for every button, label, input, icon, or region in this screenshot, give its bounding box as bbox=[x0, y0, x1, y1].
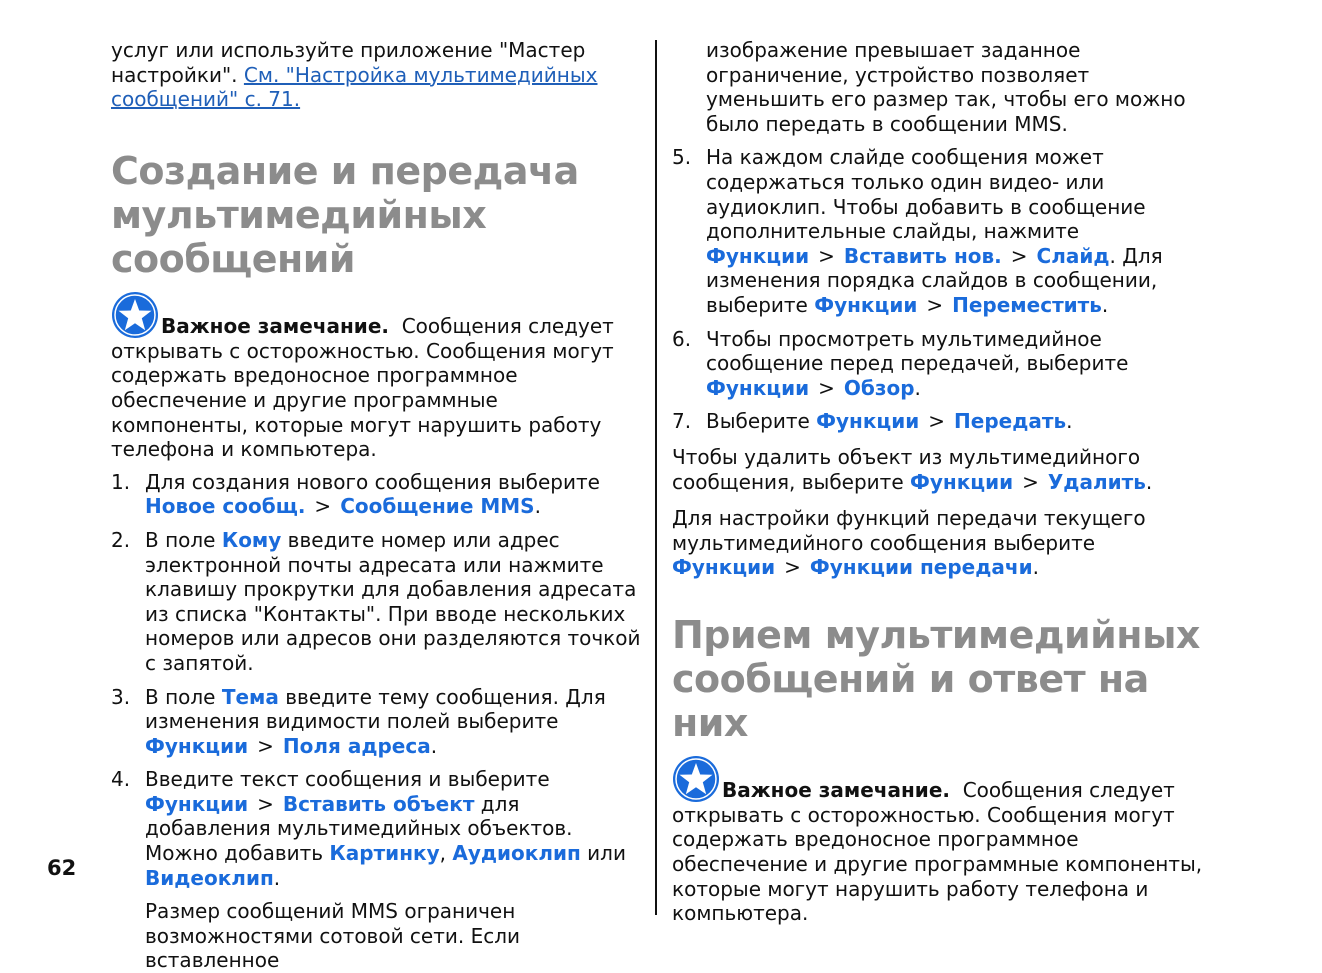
paragraph-text: Чтобы удалить объект из мультимедийного сообщения, выберите bbox=[672, 444, 1141, 494]
important-note-star-icon bbox=[111, 291, 159, 339]
page-number: 62 bbox=[47, 856, 77, 880]
paragraph-text: . bbox=[1032, 555, 1039, 580]
menu-command: Видеоклип bbox=[145, 865, 274, 890]
step-text: Чтобы просмотреть мультимедийное сообщение перед передачей, выберите bbox=[706, 326, 1129, 376]
menu-command: Аудиоклип bbox=[452, 841, 581, 866]
menu-command: Сообщение MMS bbox=[340, 494, 535, 519]
step-text: . bbox=[1101, 292, 1109, 317]
menu-command: Поля адреса bbox=[282, 733, 431, 758]
menu-command: Функции bbox=[672, 555, 776, 580]
step-text: В поле bbox=[145, 527, 222, 552]
step-number: 4. bbox=[111, 767, 131, 792]
step-number: 2. bbox=[111, 527, 131, 552]
step-text: Для создания нового сообщения выберите bbox=[145, 469, 600, 494]
step-4-continuation: Размер сообщений MMS ограничен возможностями сотовой сети. Если вставленное bbox=[145, 899, 521, 973]
menu-separator: > bbox=[1022, 469, 1039, 494]
delete-object-paragraph bbox=[672, 445, 1207, 494]
menu-command: Слайд bbox=[1036, 243, 1110, 268]
cross-reference-link[interactable]: См. "Настройка мультимедийных сообщений" с. 71. bbox=[111, 62, 598, 112]
menu-separator: > bbox=[257, 733, 274, 758]
step-number: 3. bbox=[111, 684, 131, 709]
paragraph-text: Для настройки функций передачи текущего мультимедийного сообщения выберите bbox=[672, 506, 1146, 555]
list-item bbox=[111, 767, 641, 890]
step-text: . bbox=[534, 494, 541, 519]
menu-separator: > bbox=[257, 791, 274, 816]
list-item bbox=[111, 685, 641, 759]
note-text: Сообщения следует открывать с осторожностью. Сообщения могут содержать вредоносное программное обеспечение и другие программные компоненты, которые могут нарушить работу телефона и компьютера. bbox=[672, 777, 1203, 926]
menu-command: Функции передачи bbox=[809, 555, 1033, 580]
menu-command: Новое сообщ. bbox=[145, 494, 306, 519]
important-note bbox=[111, 291, 641, 462]
step-text: введите номер или адрес электронной почты адресата или нажмите клавишу прокрутки для добавления адресата из списка "Контакты". При вводе нескольких номеров или адресов они разделяются точкой с запятой. bbox=[145, 527, 641, 675]
field-name: Тема bbox=[221, 684, 279, 709]
step-4-continuation-right: изображение превышает заданное ограничение, устройство позволяет уменьшить его размер так, чтобы его можно было передать в сообщении MMS. bbox=[706, 38, 1186, 136]
list-item bbox=[111, 470, 641, 519]
menu-command: Обзор bbox=[843, 375, 915, 400]
field-name: Кому bbox=[221, 527, 282, 552]
menu-separator: > bbox=[784, 555, 801, 580]
left-column bbox=[111, 0, 641, 973]
paragraph-text: . bbox=[1145, 469, 1153, 494]
step-number: 1. bbox=[111, 469, 131, 494]
menu-separator: > bbox=[818, 243, 835, 268]
step-text: , bbox=[439, 841, 453, 866]
intro-text: услуг или используйте приложение "Мастер настройки". bbox=[111, 38, 586, 87]
sending-settings-paragraph bbox=[672, 506, 1207, 580]
menu-command: Передать bbox=[954, 409, 1067, 434]
intro-paragraph bbox=[111, 38, 641, 112]
menu-command: Функции bbox=[816, 409, 920, 434]
list-item bbox=[672, 409, 1207, 434]
menu-command: Функции bbox=[706, 243, 810, 268]
step-text: На каждом слайде сообщения может содержаться только один видео- или аудиоклип. Чтобы добавить в сообщение дополнительные слайды, нажмите bbox=[706, 145, 1146, 244]
section-heading-receive: Прием мультимедийных сообщений и ответ на них bbox=[672, 612, 1200, 745]
step-text: . bbox=[430, 733, 438, 758]
list-item bbox=[111, 528, 641, 676]
step-text: для добавления мультимедийных объектов. Можно добавить bbox=[145, 791, 573, 866]
menu-separator: > bbox=[928, 409, 946, 434]
step-text: В поле bbox=[145, 684, 222, 709]
menu-command: Функции bbox=[706, 375, 810, 400]
list-item bbox=[672, 145, 1207, 317]
menu-command: Функции bbox=[814, 292, 918, 317]
step-text: Введите текст сообщения и выберите bbox=[145, 767, 550, 792]
menu-separator: > bbox=[926, 292, 944, 317]
list-item bbox=[672, 327, 1207, 401]
menu-separator: > bbox=[1010, 243, 1028, 268]
menu-separator: > bbox=[314, 494, 332, 519]
menu-command: Функции bbox=[910, 469, 1014, 494]
step-text: . bbox=[914, 375, 921, 400]
section-heading-create: Создание и передача мультимедийных сообщений bbox=[111, 148, 579, 281]
important-note-star-icon bbox=[672, 755, 720, 803]
step-number: 5. bbox=[672, 145, 692, 170]
step-number: 7. bbox=[672, 409, 692, 434]
important-note bbox=[672, 755, 1207, 926]
step-text: или bbox=[580, 841, 626, 866]
menu-command: Функции bbox=[145, 791, 249, 816]
step-number: 6. bbox=[672, 326, 692, 351]
step-text: . bbox=[1066, 409, 1073, 434]
step-text: введите тему сообщения. Для изменения видимости полей выберите bbox=[145, 684, 606, 734]
menu-command: Переместить bbox=[952, 292, 1102, 317]
step-text: . Для изменения порядка слайдов в сообщении, выберите bbox=[706, 243, 1163, 317]
menu-separator: > bbox=[818, 375, 835, 400]
menu-command: Вставить объект bbox=[282, 791, 475, 816]
steps-list bbox=[672, 145, 1207, 434]
menu-command: Функции bbox=[145, 733, 249, 758]
note-label: Важное замечание. bbox=[722, 777, 950, 802]
menu-command: Картинку bbox=[329, 841, 440, 866]
step-text: Выберите bbox=[706, 409, 817, 434]
step-text: . bbox=[273, 865, 281, 890]
column-divider bbox=[655, 40, 657, 915]
menu-command: Удалить bbox=[1047, 469, 1146, 494]
note-label: Важное замечание. bbox=[161, 313, 389, 338]
menu-command: Вставить нов. bbox=[843, 243, 1002, 268]
right-column bbox=[672, 0, 1207, 926]
steps-list bbox=[111, 470, 641, 891]
note-text: Сообщения следует открывать с осторожностью. Сообщения могут содержать вредоносное программное обеспечение и другие программные компоненты, которые могут нарушить работу телефона и компьютера. bbox=[111, 313, 614, 462]
